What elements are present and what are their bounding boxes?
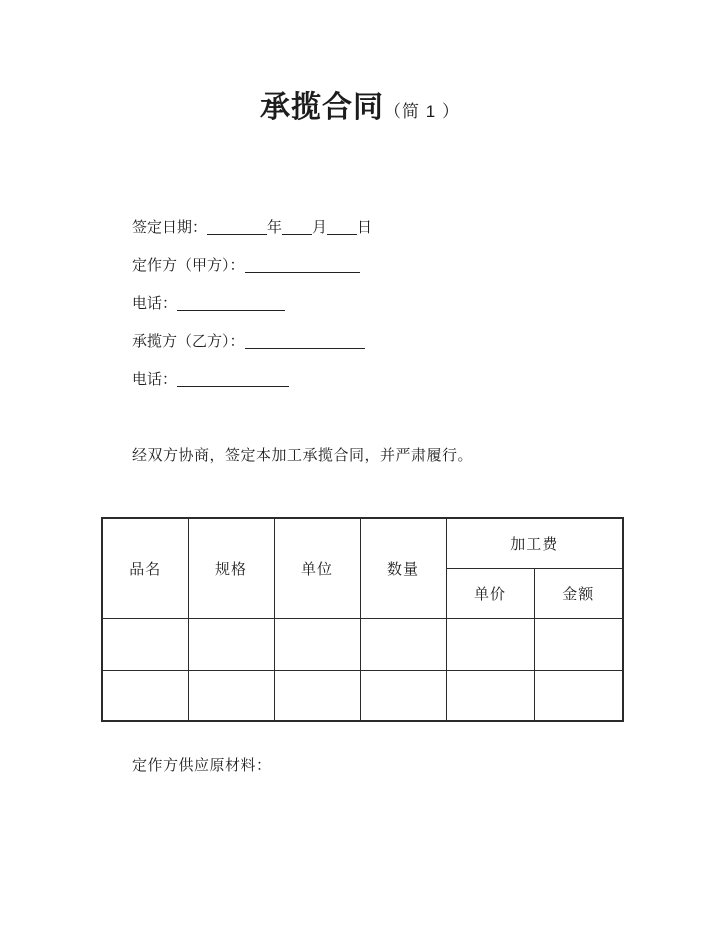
- header-unit: 单位: [274, 518, 360, 618]
- sign-date-day-suffix: 日: [357, 219, 373, 236]
- party-a-phone-label: 电话：: [132, 295, 178, 312]
- header-unit-price: 单价: [446, 568, 534, 618]
- party-a-phone-line: [132, 294, 372, 314]
- sign-date-month-blank[interactable]: [282, 220, 312, 235]
- cell-unit[interactable]: [274, 618, 360, 670]
- header-spec: 规格: [188, 518, 274, 618]
- cell-product[interactable]: [102, 618, 188, 670]
- cell-unit[interactable]: [274, 670, 360, 721]
- party-a-label: 定作方（甲方）：: [132, 257, 245, 274]
- cell-unit-price[interactable]: [446, 670, 534, 721]
- party-b-blank[interactable]: [245, 334, 365, 349]
- title-main: 承揽合同: [260, 91, 385, 124]
- sign-date-day-blank[interactable]: [327, 220, 357, 235]
- raw-materials-note: 定作方供应原材料：: [132, 757, 272, 774]
- party-a-blank[interactable]: [245, 258, 360, 273]
- header-product: 品名: [102, 518, 188, 618]
- party-b-phone-line: [132, 370, 372, 390]
- cell-quantity[interactable]: [360, 618, 446, 670]
- cell-product[interactable]: [102, 670, 188, 721]
- table-row: [102, 618, 623, 670]
- header-fee-group: 加工费: [446, 518, 623, 568]
- party-b-line: [132, 332, 372, 352]
- party-b-phone-blank[interactable]: [177, 372, 289, 387]
- cell-amount[interactable]: [534, 670, 623, 721]
- cell-quantity[interactable]: [360, 670, 446, 721]
- document-title: [0, 82, 720, 126]
- cell-amount[interactable]: [534, 618, 623, 670]
- sign-date-label: 签定日期：: [132, 219, 208, 236]
- title-suffix: （简 1 ）: [384, 102, 460, 121]
- sign-date-year-suffix: 年: [267, 219, 283, 236]
- party-a-phone-blank[interactable]: [177, 296, 285, 311]
- cell-spec[interactable]: [188, 618, 274, 670]
- header-quantity: 数量: [360, 518, 446, 618]
- agreement-statement: 经双方协商，签定本加工承揽合同，并严肃履行。: [132, 447, 474, 464]
- table-row: [102, 670, 623, 721]
- party-a-line: [132, 256, 372, 276]
- items-table: [101, 517, 624, 722]
- sign-date-line: [132, 218, 372, 238]
- sign-date-year-blank[interactable]: [207, 220, 267, 235]
- table-header-row-top: [102, 518, 623, 568]
- sign-date-month-suffix: 月: [312, 219, 328, 236]
- contract-header-fields: [132, 218, 372, 408]
- cell-unit-price[interactable]: [446, 618, 534, 670]
- party-b-phone-label: 电话：: [132, 371, 178, 388]
- cell-spec[interactable]: [188, 670, 274, 721]
- header-amount: 金额: [534, 568, 623, 618]
- party-b-label: 承揽方（乙方）：: [132, 333, 245, 350]
